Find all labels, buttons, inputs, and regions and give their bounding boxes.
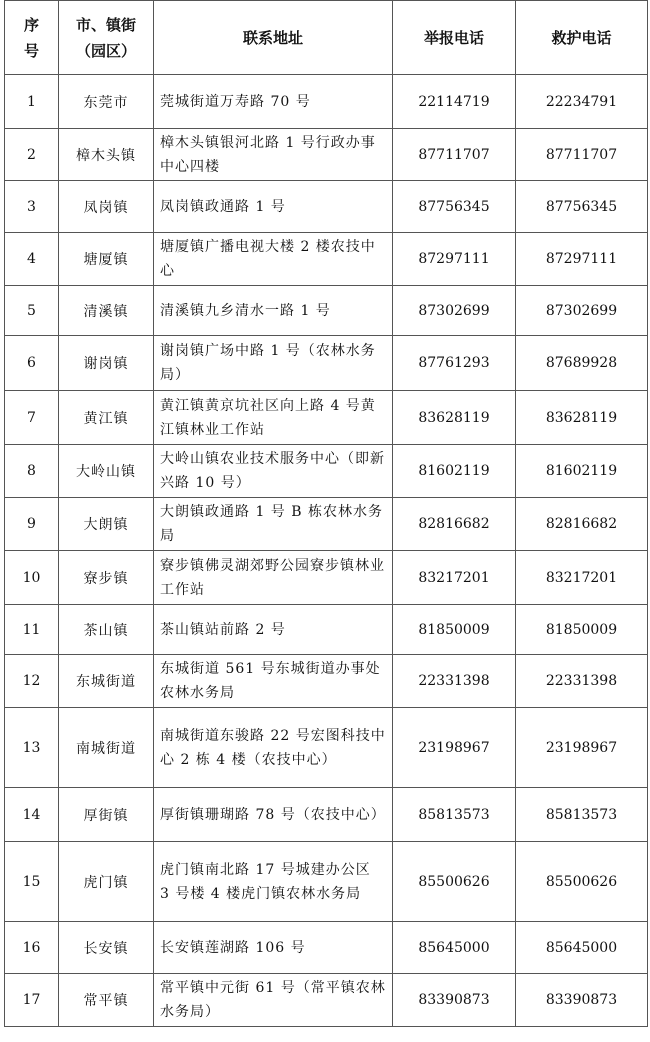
- header-rescue-phone: 救护电话: [516, 1, 648, 75]
- row-address: 寮步镇佛灵湖郊野公园寮步镇林业工作站: [154, 551, 393, 605]
- row-report-phone: 83628119: [393, 391, 516, 445]
- row-num: 9: [5, 498, 59, 551]
- row-report-phone: 85645000: [393, 922, 516, 974]
- row-report-phone: 22331398: [393, 655, 516, 708]
- row-num: 11: [5, 605, 59, 655]
- row-report-phone: 87297111: [393, 233, 516, 286]
- row-rescue-phone: 85500626: [516, 842, 648, 922]
- row-rescue-phone: 83628119: [516, 391, 648, 445]
- row-report-phone: 87761293: [393, 336, 516, 391]
- table-row: [5, 498, 648, 551]
- table-row: [5, 445, 648, 498]
- row-num: 5: [5, 286, 59, 336]
- row-town: 南城街道: [59, 708, 154, 788]
- row-rescue-phone: 87689928: [516, 336, 648, 391]
- row-address: 凤岗镇政通路 1 号: [154, 181, 393, 233]
- row-num: 10: [5, 551, 59, 605]
- table-row: [5, 788, 648, 842]
- header-address: 联系地址: [154, 1, 393, 75]
- row-address: 东城街道 561 号东城街道办事处农林水务局: [154, 655, 393, 708]
- header-num-line2: 号: [23, 41, 39, 60]
- row-rescue-phone: 85813573: [516, 788, 648, 842]
- row-town: 虎门镇: [59, 842, 154, 922]
- table-row: [5, 75, 648, 129]
- row-address: 樟木头镇银河北路 1 号行政办事中心四楼: [154, 129, 393, 181]
- row-address: 厚街镇珊瑚路 78 号（农技中心）: [154, 788, 393, 842]
- row-rescue-phone: 22331398: [516, 655, 648, 708]
- row-town: 东城街道: [59, 655, 154, 708]
- row-report-phone: 83390873: [393, 974, 516, 1027]
- row-rescue-phone: 23198967: [516, 708, 648, 788]
- row-rescue-phone: 83217201: [516, 551, 648, 605]
- row-rescue-phone: 83390873: [516, 974, 648, 1027]
- table-body: [5, 75, 648, 1027]
- row-num: 4: [5, 233, 59, 286]
- row-report-phone: 81602119: [393, 445, 516, 498]
- row-town: 长安镇: [59, 922, 154, 974]
- header-town-line2: （园区）: [75, 41, 136, 60]
- header-town: [59, 1, 154, 75]
- row-town: 大岭山镇: [59, 445, 154, 498]
- row-town: 谢岗镇: [59, 336, 154, 391]
- row-num: 13: [5, 708, 59, 788]
- table-row: [5, 551, 648, 605]
- row-address: 南城街道东骏路 22 号宏图科技中心 2 栋 4 楼（农技中心）: [154, 708, 393, 788]
- row-num: 6: [5, 336, 59, 391]
- contact-table: [4, 0, 648, 1027]
- table-row: [5, 842, 648, 922]
- row-address: 常平镇中元街 61 号（常平镇农林水务局）: [154, 974, 393, 1027]
- table-row: [5, 655, 648, 708]
- row-rescue-phone: 22234791: [516, 75, 648, 129]
- row-report-phone: 85813573: [393, 788, 516, 842]
- row-town: 清溪镇: [59, 286, 154, 336]
- row-rescue-phone: 81602119: [516, 445, 648, 498]
- row-address: 塘厦镇广播电视大楼 2 楼农技中心: [154, 233, 393, 286]
- table-row: [5, 708, 648, 788]
- row-num: 14: [5, 788, 59, 842]
- row-num: 12: [5, 655, 59, 708]
- header-row: [5, 1, 648, 75]
- row-town: 常平镇: [59, 974, 154, 1027]
- row-rescue-phone: 85645000: [516, 922, 648, 974]
- row-town: 东莞市: [59, 75, 154, 129]
- header-num: [5, 1, 59, 75]
- table-row: [5, 181, 648, 233]
- row-report-phone: 81850009: [393, 605, 516, 655]
- row-address: 茶山镇站前路 2 号: [154, 605, 393, 655]
- row-report-phone: 87756345: [393, 181, 516, 233]
- row-town: 茶山镇: [59, 605, 154, 655]
- row-report-phone: 83217201: [393, 551, 516, 605]
- row-num: 17: [5, 974, 59, 1027]
- row-address: 大岭山镇农业技术服务中心（即新兴路 10 号）: [154, 445, 393, 498]
- row-address: 大朗镇政通路 1 号 B 栋农林水务局: [154, 498, 393, 551]
- header-town-line1: 市、镇街: [75, 15, 136, 34]
- table-row: [5, 605, 648, 655]
- row-address: 虎门镇南北路 17 号城建办公区 3 号楼 4 楼虎门镇农林水务局: [154, 842, 393, 922]
- row-town: 寮步镇: [59, 551, 154, 605]
- row-rescue-phone: 82816682: [516, 498, 648, 551]
- table-row: [5, 974, 648, 1027]
- row-address: 黄江镇黄京坑社区向上路 4 号黄江镇林业工作站: [154, 391, 393, 445]
- table-row: [5, 336, 648, 391]
- row-num: 8: [5, 445, 59, 498]
- row-report-phone: 82816682: [393, 498, 516, 551]
- row-rescue-phone: 87711707: [516, 129, 648, 181]
- row-report-phone: 87302699: [393, 286, 516, 336]
- row-report-phone: 87711707: [393, 129, 516, 181]
- table-row: [5, 286, 648, 336]
- row-report-phone: 22114719: [393, 75, 516, 129]
- row-num: 2: [5, 129, 59, 181]
- row-address: 清溪镇九乡清水一路 1 号: [154, 286, 393, 336]
- row-num: 16: [5, 922, 59, 974]
- table-row: [5, 233, 648, 286]
- table-row: [5, 391, 648, 445]
- row-rescue-phone: 87756345: [516, 181, 648, 233]
- row-address: 长安镇莲湖路 106 号: [154, 922, 393, 974]
- header-num-line1: 序: [23, 15, 39, 34]
- header-report-phone: 举报电话: [393, 1, 516, 75]
- table-row: [5, 922, 648, 974]
- row-report-phone: 85500626: [393, 842, 516, 922]
- row-rescue-phone: 87297111: [516, 233, 648, 286]
- row-town: 黄江镇: [59, 391, 154, 445]
- row-town: 樟木头镇: [59, 129, 154, 181]
- row-rescue-phone: 81850009: [516, 605, 648, 655]
- row-town: 凤岗镇: [59, 181, 154, 233]
- row-num: 1: [5, 75, 59, 129]
- row-town: 厚街镇: [59, 788, 154, 842]
- row-num: 15: [5, 842, 59, 922]
- row-town: 塘厦镇: [59, 233, 154, 286]
- table-row: [5, 129, 648, 181]
- row-rescue-phone: 87302699: [516, 286, 648, 336]
- row-num: 3: [5, 181, 59, 233]
- row-address: 莞城街道万寿路 70 号: [154, 75, 393, 129]
- row-address: 谢岗镇广场中路 1 号（农林水务局）: [154, 336, 393, 391]
- row-report-phone: 23198967: [393, 708, 516, 788]
- row-num: 7: [5, 391, 59, 445]
- row-town: 大朗镇: [59, 498, 154, 551]
